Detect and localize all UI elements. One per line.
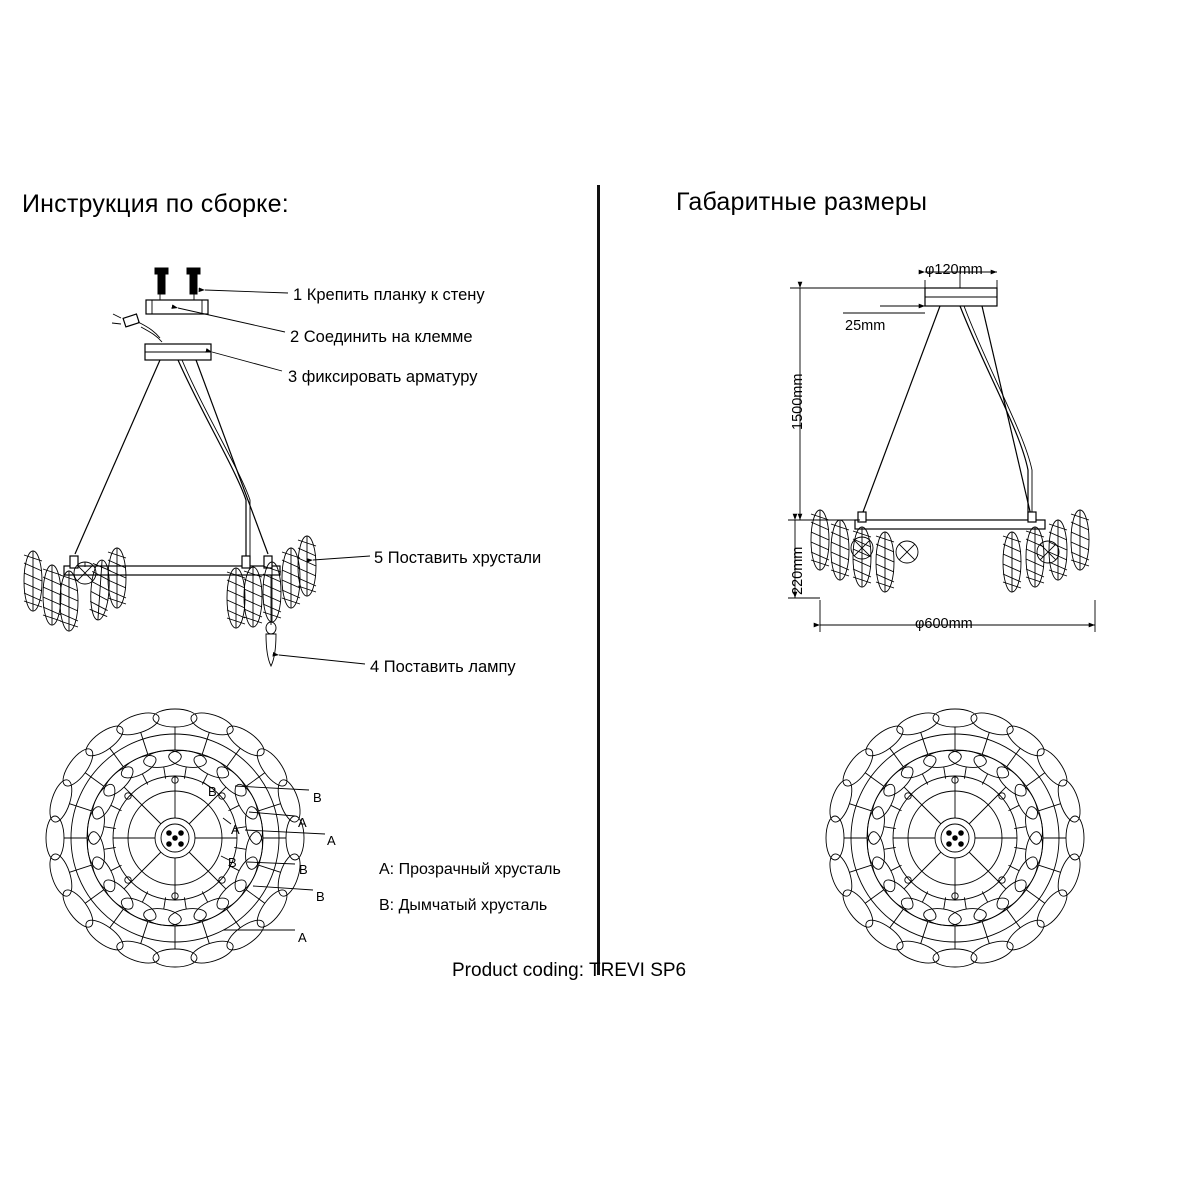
frame-bar-dim [855,520,1045,529]
plan-label-b-3: B [228,855,237,870]
crystal-cluster-right [227,536,316,628]
legend-item-b: B: Дымчатый хрусталь [379,897,548,914]
leader-3 [212,352,282,371]
power-cord-dim [960,306,1028,520]
dim-overall-diameter: φ600mm [915,616,973,632]
cable-left-dim [860,306,940,520]
plan-label-b-5: B [316,889,325,904]
plan-label-a-3: A [327,833,336,848]
plan-label-b-1: B [208,784,217,799]
plan-label-a-1: A [231,822,240,837]
product-code: Product coding: TREVI SP6 [452,960,687,981]
dimension-elevation [788,270,1095,632]
plan-label-a-2: A [298,815,307,830]
mounting-plate [146,300,208,314]
leader-1 [205,290,288,293]
leader-4 [279,655,365,664]
cable-left [75,360,160,554]
callout-step-2: 2 Соединить на клемме [290,328,473,346]
legend-item-a: A: Прозрачный хрусталь [379,861,561,878]
plan-view-left [46,709,325,968]
leader-5 [313,556,370,560]
cable-right [196,360,268,554]
plan-view-right [826,709,1085,968]
right-section-title: Габаритные размеры [676,188,928,216]
terminal-block [112,314,162,342]
plan-label-b-4: B [299,862,308,877]
left-section-title: Инструкция по сборке: [22,190,289,218]
dim-canopy-height: 25mm [845,318,886,334]
power-cord [178,360,246,556]
callout-step-1: 1 Крепить планку к стену [293,286,485,304]
callout-step-5: 5 Поставить хрустали [374,549,542,567]
mount-screws [155,268,200,300]
leader-2 [178,308,285,332]
plan-label-b-2: B [313,790,322,805]
dim-drop-height: 1500mm [790,373,806,430]
callout-step-4: 4 Поставить лампу [370,658,516,676]
dim-body-height: 220mm [790,546,806,595]
callout-step-3: 3 фиксировать арматуру [288,368,478,386]
plan-label-a-4: A [298,930,307,945]
assembly-elevation [24,268,370,666]
dim-canopy-diameter: φ120mm [925,262,983,278]
